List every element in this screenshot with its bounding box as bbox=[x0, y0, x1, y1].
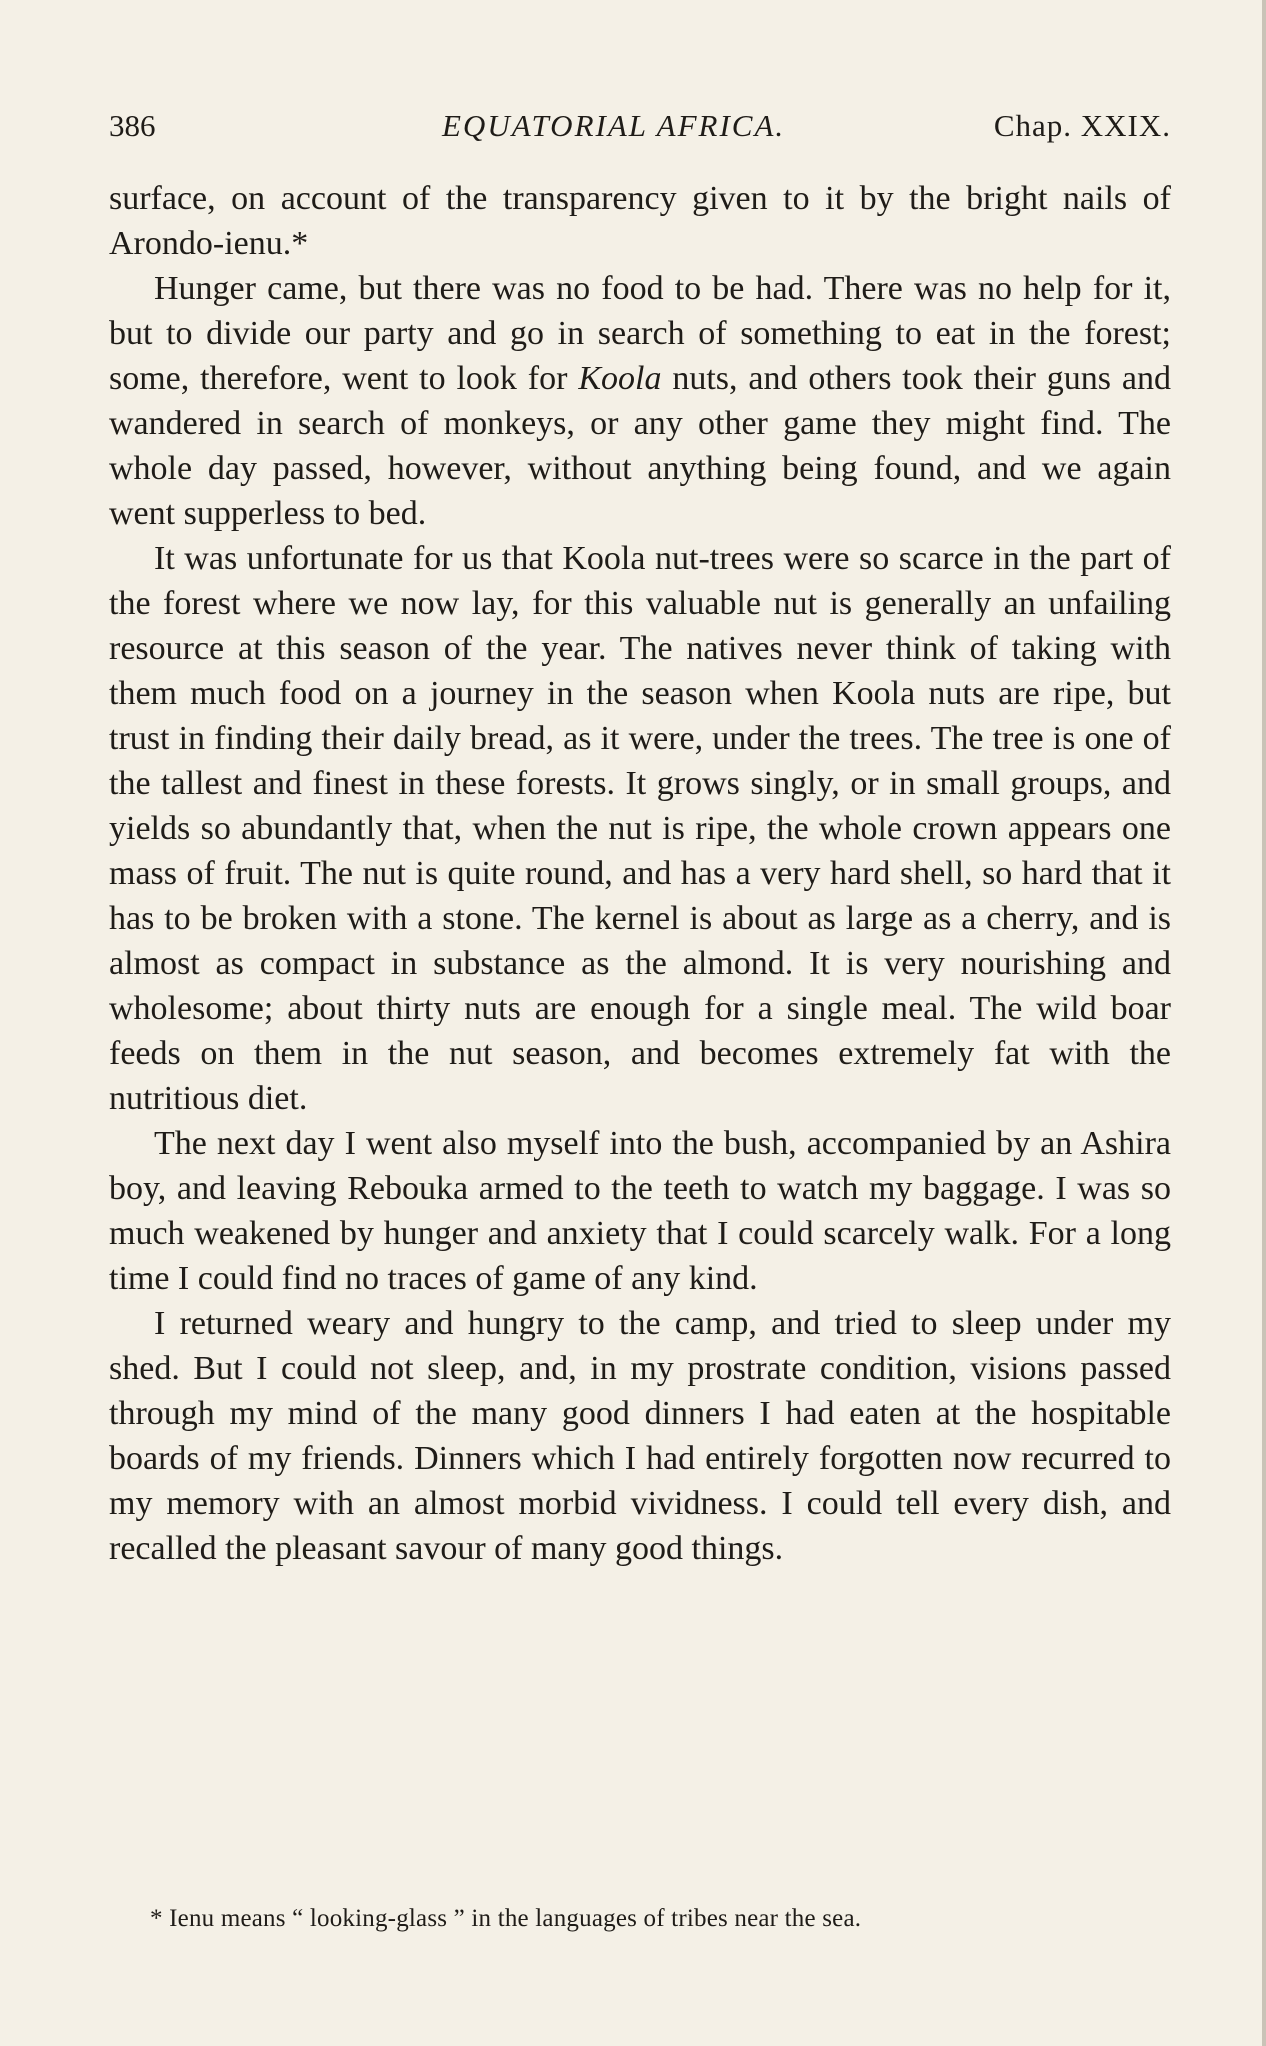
paragraph-text: Hunger came, but there was no food to be had. There was no help for it, but to divide our party and go in search of something to eat in the forest; some, therefore, went to look for bbox=[109, 270, 1171, 397]
footnote-marker: * bbox=[291, 225, 309, 262]
paragraph-koola-nuts: It was unfortunate for us that Koola nut-trees were so scarce in the part of the forest where we now lay, for this valuable nut is generally an unfailing resource at this season of the year. The natives never think of taking with them much food on a journey in the season when Koola nuts are ripe, but trust in finding their daily bread, as it were, under the trees. The tree is one of the tallest and finest in these forests. It grows singly, or in small groups, and yields so abundantly that, when the nut is ripe, the whole crown appears one mass of fruit. The nut is quite round, and has a very hard shell, so hard that it has to be broken with a stone. The kernel is about as large as a cherry, and is almost as compact in substance as the almond. It is very nourishing and wholesome; about thirty nuts are enough for a single meal. The wild boar feeds on them in the nut season, and becomes extremely fat with the nutritious diet. bbox=[109, 540, 1171, 1117]
chapter-label: Chap. XXIX. bbox=[993, 108, 1171, 143]
paragraph-return-camp: I returned weary and hungry to the camp, and tried to sleep under my shed. But I could not sleep, and, in my prostrate condition, visions passed through my mind of the many good dinners I had eaten at the hospitable boards of my friends. Dinners which I had entirely forgotten now recurred to my memory with an almost morbid vividness. I could tell every dish, and recalled the pleasant savour of many good things. bbox=[109, 1305, 1171, 1567]
paragraph-text-after: nuts, and others took their guns and wandered in search of monkeys, or any other game they might find. The whole day passed, however, without anything being found, and we again went supperless to bed. bbox=[109, 360, 1171, 532]
paragraph-hunger bbox=[109, 266, 1171, 536]
page-header bbox=[109, 103, 1171, 149]
footnote: * Ienu means “ looking-glass ” in the languages of tribes near the sea. bbox=[150, 1905, 862, 1932]
running-title: EQUATORIAL AFRICA. bbox=[442, 108, 786, 143]
paragraph-continuation bbox=[109, 176, 1171, 266]
page-number: 386 bbox=[109, 108, 156, 143]
paragraph-text: surface, on account of the transparency given to it by the bright nails of Arondo-ienu. bbox=[109, 180, 1171, 262]
page-edge bbox=[1262, 0, 1266, 2046]
paragraph-next-day: The next day I went also myself into the bush, accompanied by an Ashira boy, and leaving Rebouka armed to the teeth to watch my baggage. I was so much weakened by hunger and anxiety that I could scarcely walk. For a long time I could find no traces of game of any kind. bbox=[109, 1125, 1171, 1297]
italic-term: Koola bbox=[578, 360, 662, 397]
main-text bbox=[109, 176, 1171, 1571]
